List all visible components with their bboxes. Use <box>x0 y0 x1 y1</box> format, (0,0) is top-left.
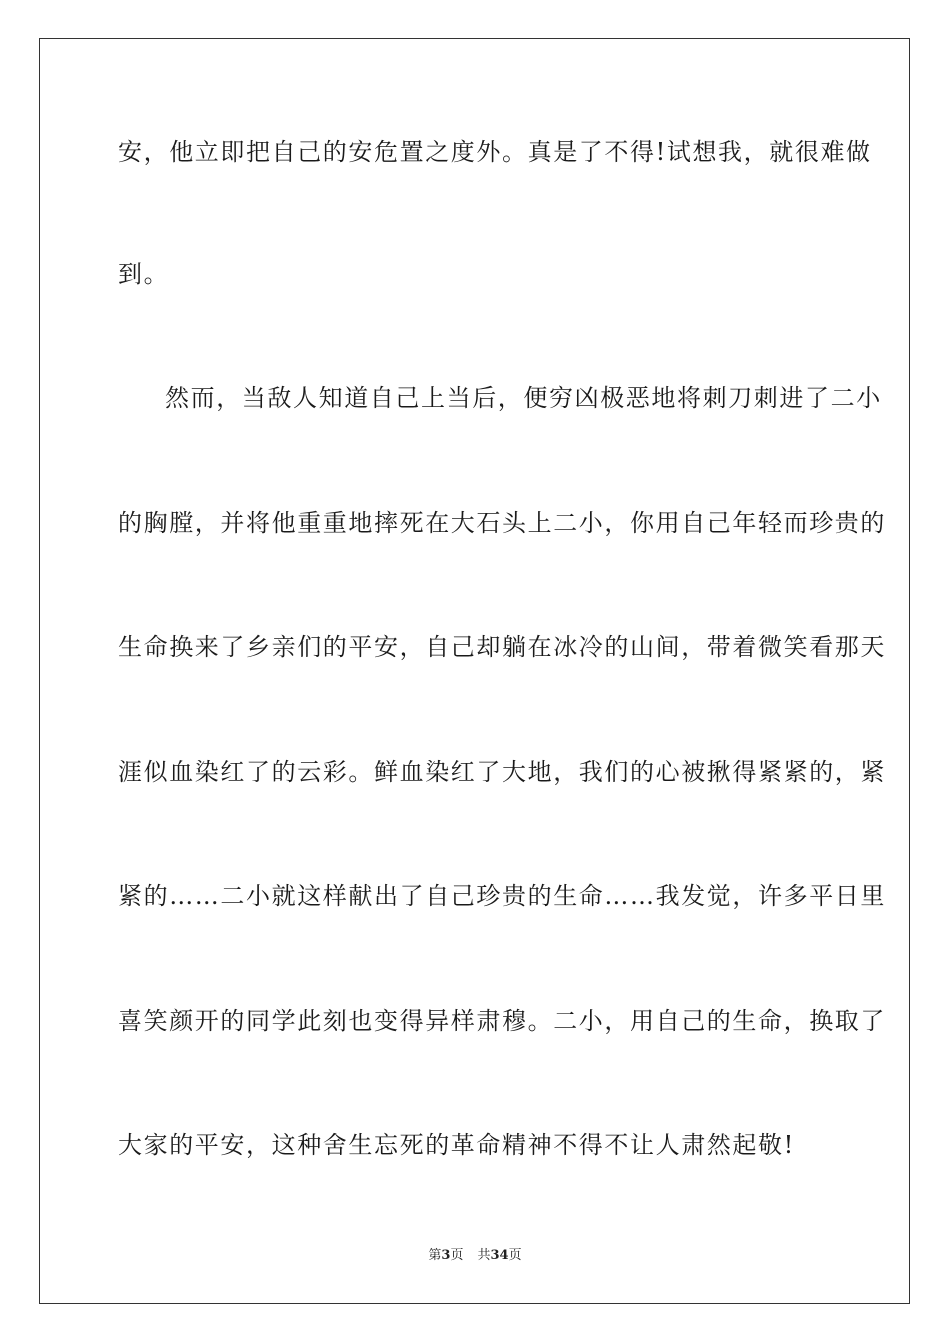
text-line-7: 紧的……二小就这样献出了自己珍贵的生命……我发觉，许多平日里 <box>118 882 886 910</box>
footer-prefix: 第 <box>428 1248 442 1263</box>
text-line-4: 的胸膛，并将他重重地摔死在大石头上二小，你用自己年轻而珍贵的 <box>118 509 886 537</box>
footer-total-prefix: 共 <box>477 1248 491 1263</box>
paragraph-start-line: 然而，当敌人知道自己上当后，便穷凶极恶地将刺刀刺进了二小 <box>165 384 882 412</box>
current-page-number: 3 <box>441 1248 451 1263</box>
text-line-1: 安，他立即把自己的安危置之度外。真是了不得!试想我，就很难做 <box>118 138 872 166</box>
text-line-9: 大家的平安，这种舍生忘死的革命精神不得不让人肃然起敬! <box>118 1131 795 1159</box>
text-line-6: 涯似血染红了的云彩。鲜血染红了大地，我们的心被揪得紧紧的，紧 <box>118 758 886 786</box>
page-border <box>39 38 910 1304</box>
text-line-5: 生命换来了乡亲们的平安，自己却躺在冰冷的山间，带着微笑看那天 <box>118 633 886 661</box>
page-footer <box>0 1248 950 1264</box>
text-line-8: 喜笑颜开的同学此刻也变得异样肃穆。二小，用自己的生命，换取了 <box>118 1007 886 1035</box>
text-line-2: 到。 <box>118 260 170 288</box>
footer-suffix: 页 <box>508 1248 522 1263</box>
total-pages-number: 34 <box>490 1248 509 1263</box>
footer-page-word: 页 <box>450 1248 464 1263</box>
